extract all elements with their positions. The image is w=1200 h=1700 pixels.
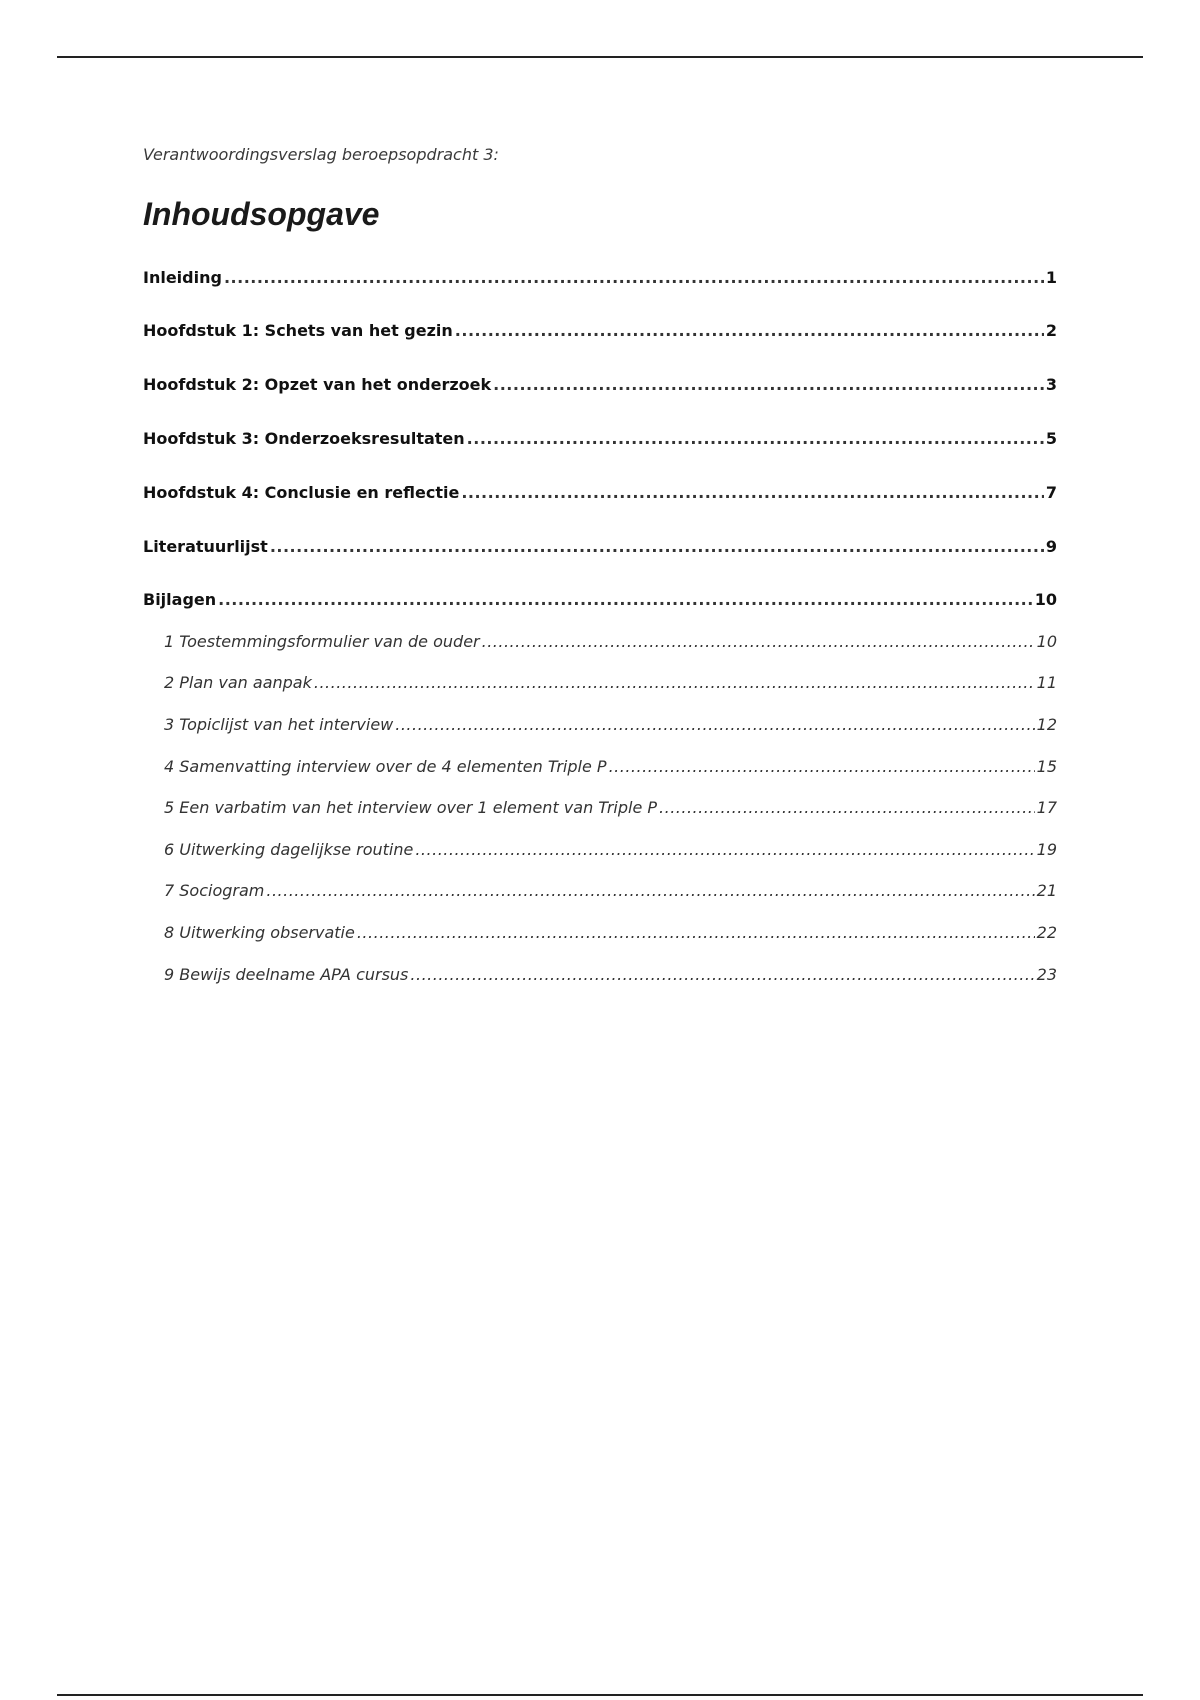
toc-subentry-page: 23	[1036, 965, 1057, 984]
toc-subentry-9[interactable]	[164, 965, 1057, 984]
footer-rule	[57, 1694, 1143, 1696]
toc-leader-dots	[455, 321, 1044, 340]
toc-entry-inleiding[interactable]	[143, 268, 1057, 287]
toc-leader-dots	[395, 715, 1034, 734]
toc-entry-page: 1	[1045, 268, 1057, 287]
toc-leader-dots	[410, 965, 1034, 984]
toc-entry-page: 10	[1034, 590, 1057, 609]
toc-subentry-label: 1 Toestemmingsformulier van de ouder	[164, 632, 480, 651]
toc-leader-dots	[314, 673, 1035, 692]
toc-subentry-label: 4 Samenvatting interview over de 4 elementen Triple P	[164, 757, 607, 776]
toc-entry-label: Bijlagen	[143, 590, 217, 609]
toc-subentry-label: 8 Uitwerking observatie	[164, 923, 355, 942]
toc-leader-dots	[482, 632, 1035, 651]
toc-entry-label: Hoofdstuk 3: Onderzoeksresultaten	[143, 429, 465, 448]
toc-subentry-page: 17	[1036, 798, 1057, 817]
document-subtitle: Verantwoordingsverslag beroepsopdracht 3:	[143, 145, 499, 164]
toc-leader-dots	[357, 923, 1035, 942]
toc-subentry-label: 7 Sociogram	[164, 881, 265, 900]
toc-entry-hoofdstuk-4[interactable]	[143, 483, 1057, 502]
toc-entry-page: 9	[1045, 537, 1057, 556]
toc-subentry-label: 5 Een varbatim van het interview over 1 element van Triple P	[164, 798, 658, 817]
toc-entry-hoofdstuk-1[interactable]	[143, 321, 1057, 340]
toc-subentry-label: 6 Uitwerking dagelijkse routine	[164, 840, 414, 859]
toc-subentry-page: 19	[1036, 840, 1057, 859]
toc-entry-page: 2	[1045, 321, 1057, 340]
toc-entry-label: Inleiding	[143, 268, 222, 287]
toc-subentry-label: 3 Topiclijst van het interview	[164, 715, 394, 734]
toc-entry-page: 3	[1045, 375, 1057, 394]
toc-subentry-4[interactable]	[164, 757, 1057, 776]
toc-subentry-page: 22	[1036, 923, 1057, 942]
toc-entry-page: 5	[1045, 429, 1057, 448]
document-page	[143, 144, 1057, 984]
toc-subentry-3[interactable]	[164, 715, 1057, 734]
toc-leader-dots	[659, 798, 1035, 817]
toc-subentry-2[interactable]	[164, 673, 1057, 692]
toc-subentry-label: 2 Plan van aanpak	[164, 673, 312, 692]
toc-entry-label: Literatuurlijst	[143, 537, 268, 556]
toc-leader-dots	[224, 268, 1044, 287]
toc-entry-label: Hoofdstuk 4: Conclusie en reflectie	[143, 483, 460, 502]
toc-entry-label: Hoofdstuk 2: Opzet van het onderzoek	[143, 375, 492, 394]
toc-entry-hoofdstuk-2[interactable]	[143, 375, 1057, 394]
toc-subentry-page: 12	[1036, 715, 1057, 734]
toc-subentry-label: 9 Bewijs deelname APA cursus	[164, 965, 409, 984]
toc-subentry-6[interactable]	[164, 840, 1057, 859]
toc-leader-dots	[609, 757, 1035, 776]
toc-subentry-8[interactable]	[164, 923, 1057, 942]
toc-entry-bijlagen[interactable]	[143, 590, 1057, 609]
toc-entry-page: 7	[1045, 483, 1057, 502]
toc-subentry-page: 10	[1036, 632, 1057, 651]
toc-entry-literatuurlijst[interactable]	[143, 537, 1057, 556]
toc-subentry-7[interactable]	[164, 881, 1057, 900]
toc-subentry-page: 15	[1036, 757, 1057, 776]
toc-subentry-1[interactable]	[164, 632, 1057, 651]
toc-subentry-page: 21	[1036, 881, 1057, 900]
toc-leader-dots	[270, 537, 1044, 556]
toc-title: Inhoudsopgave	[143, 196, 380, 232]
toc-subentry-5[interactable]	[164, 798, 1057, 817]
toc-leader-dots	[493, 375, 1044, 394]
toc-entry-hoofdstuk-3[interactable]	[143, 429, 1057, 448]
toc-entry-label: Hoofdstuk 1: Schets van het gezin	[143, 321, 453, 340]
toc-leader-dots	[415, 840, 1034, 859]
toc-leader-dots	[218, 590, 1033, 609]
toc-subentry-page: 11	[1036, 673, 1057, 692]
toc-leader-dots	[467, 429, 1044, 448]
header-rule	[57, 56, 1143, 58]
toc-leader-dots	[266, 881, 1034, 900]
toc-leader-dots	[461, 483, 1044, 502]
